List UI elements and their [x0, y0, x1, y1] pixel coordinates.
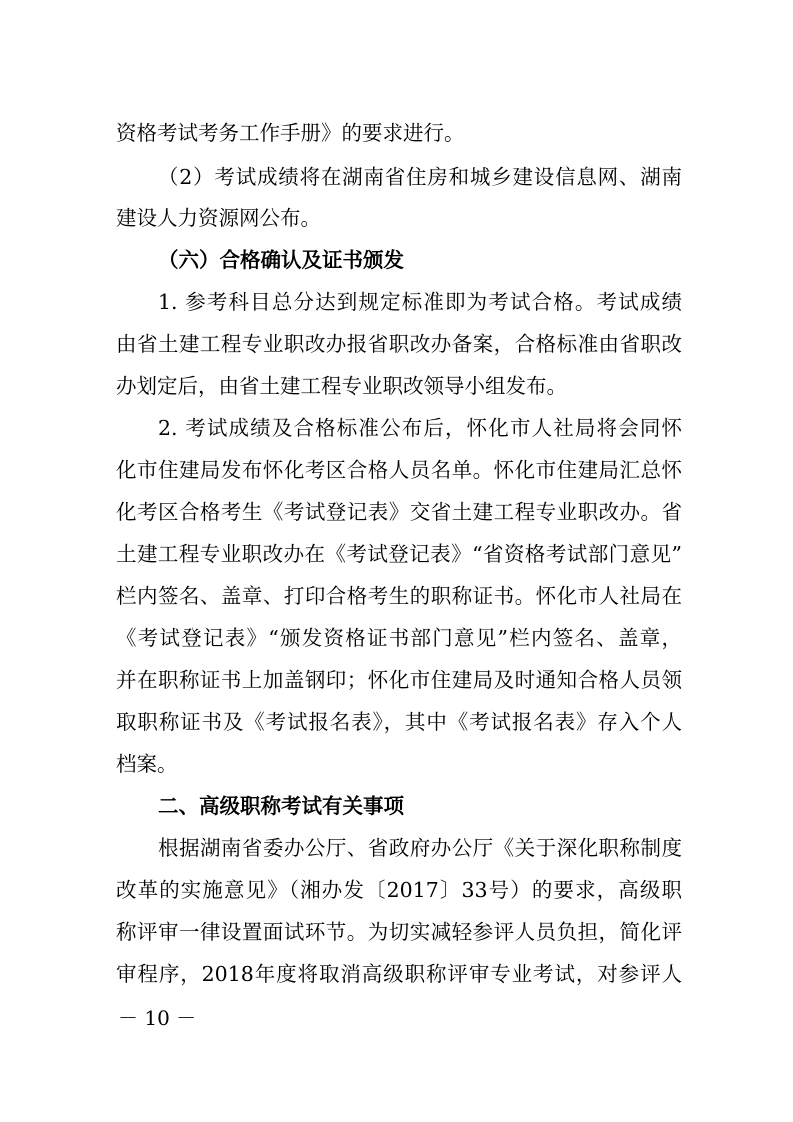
paragraph-line-item-1: 1. 参考科目总分达到规定标准即为考试合格。考试成绩 [158, 290, 682, 314]
paragraph-line-senior-3: 称评审一律设置面试环节。为切实减轻参评人员负担，简化评 [116, 920, 682, 944]
paragraph-line-item-1-end: 办划定后，由省土建工程专业职改领导小组发布。 [116, 374, 567, 398]
paragraph-line-senior-1: 根据湖南省委办公厅、省政府办公厅《关于深化职称制度 [158, 836, 682, 860]
paragraph-line-item-2-end: 档案。 [116, 752, 178, 776]
paragraph-line-item-2: 2. 考试成绩及合格标准公布后，怀化市人社局将会同怀 [158, 416, 682, 440]
paragraph-line-item-2-cont-2: 化考区合格考生《考试登记表》交省土建工程专业职改办。省 [116, 500, 682, 524]
paragraph-line-senior-4: 审程序，2018年度将取消高级职称评审专业考试，对参评人 [116, 962, 682, 986]
paragraph-line-item-1-cont: 由省土建工程专业职改办报省职改办备案，合格标准由省职改 [116, 332, 682, 356]
paragraph-line-scores-publication-cont: 建设人力资源网公布。 [116, 206, 321, 230]
paragraph-line-item-2-cont-1: 化市住建局发布怀化考区合格人员名单。怀化市住建局汇总怀 [116, 458, 682, 482]
section-heading-senior-title: 二、高级职称考试有关事项 [158, 794, 404, 818]
paragraph-line-item-2-cont-4: 栏内签名、盖章、打印合格考生的职称证书。怀化市人社局在 [116, 584, 682, 608]
paragraph-line-scores-publication: （2）考试成绩将在湖南省住房和城乡建设信息网、湖南 [158, 165, 682, 189]
paragraph-line-item-2-cont-6: 并在职称证书上加盖钢印；怀化市住建局及时通知合格人员领 [116, 668, 682, 692]
page-number: － 10 － [118, 1006, 197, 1030]
paragraph-line-item-2-cont-3: 土建工程专业职改办在《考试登记表》“省资格考试部门意见” [116, 542, 682, 566]
paragraph-line-senior-2: 改革的实施意见》（湘办发〔2017〕33号）的要求，高级职 [116, 878, 682, 902]
section-subheading-certificate: （六）合格确认及证书颁发 [158, 248, 404, 272]
paragraph-line-item-2-cont-7: 取职称证书及《考试报名表》，其中《考试报名表》存入个人 [116, 710, 682, 734]
paragraph-line-exam-handbook: 资格考试考务工作手册》的要求进行。 [116, 121, 465, 145]
paragraph-line-item-2-cont-5: 《考试登记表》“颁发资格证书部门意见”栏内签名、盖章， [116, 626, 682, 650]
